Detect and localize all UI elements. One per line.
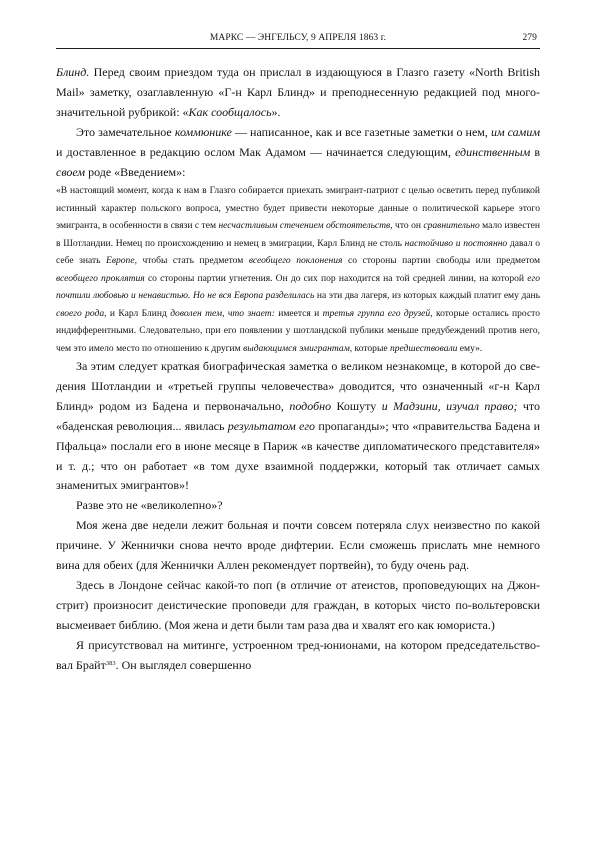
text-run: в xyxy=(530,144,541,159)
text-run: со стороны партии угнетения. Он до сих пор находится на той средней линии, на которой xyxy=(144,272,528,284)
italic-run: коммюнике xyxy=(174,124,232,139)
text-run: . Он выглядел совершенно xyxy=(115,657,252,672)
running-head: МАРКС — ЭНГЕЛЬСУ, 9 АПРЕЛЯ 1863 г. xyxy=(209,33,387,43)
body-text xyxy=(56,63,540,675)
italic-run: подобно xyxy=(289,398,332,413)
italic-run: Европе, xyxy=(106,255,137,267)
paragraph-2 xyxy=(56,123,540,183)
italic-run: несчастливым стечением обстоятельств, xyxy=(218,220,393,232)
text-run: Я присутствовал на митинге, устроенном тред-юнионами, на котором председательствовал Брайт xyxy=(56,637,540,672)
text-run: со стороны партии свободы или предметом xyxy=(342,255,541,267)
paragraph-7 xyxy=(56,636,540,676)
text-run: ему». xyxy=(457,342,483,354)
italic-run: настойчиво и постоянно xyxy=(404,237,508,249)
italic-run: результатом его xyxy=(227,418,316,433)
italic-run: предшествовали xyxy=(390,342,458,354)
text-run: которые xyxy=(352,342,390,354)
page-header xyxy=(56,33,540,49)
text-run: Перед своим приездом туда он прислал в издающуюся в Глазго газету «North British Mail» заметку, озаглавленную «Г-н Карл Блинд» и преподнесенную редакцией под многозначительной рубрикой: « xyxy=(56,65,540,119)
text-run: имеется и xyxy=(274,307,323,319)
paragraph-5: Моя жена две недели лежит больная и почти совсем потеряла слух неизвестно по какой причине. У Женнички снова нечто вроде дифтерии. Если сможешь прислать мне немного вина для обеих (для Женнички Аллен рекомендует портвейн), то буду очень рад. xyxy=(56,518,540,573)
text-run: что он xyxy=(392,220,424,232)
italic-run: им самим xyxy=(490,124,540,139)
italic-run: выдающимся эмигрантам, xyxy=(243,342,353,354)
text-run: давал о себе знать xyxy=(56,237,540,267)
text-run: и Карл Блинд xyxy=(106,307,171,319)
italic-run: своего рода, xyxy=(56,307,107,319)
italic-run: его почтили любовью и ненавистью. Но не вся Европа разделилась xyxy=(56,272,540,302)
italic-run: третья группа его друзей, xyxy=(322,307,433,319)
block-quote xyxy=(56,182,540,357)
footnote-ref[interactable]: 383 xyxy=(105,659,116,667)
italic-run: единственным xyxy=(455,144,531,159)
italic-run: всеобщего проклятия xyxy=(56,272,145,284)
page-number: 279 xyxy=(522,33,537,43)
italic-run: своем xyxy=(56,164,86,179)
italic-run: сравнительно xyxy=(423,220,480,232)
italic-run: доволен тем, что знает: xyxy=(170,307,275,319)
text-run: и доставленное в редакцию ослом Мак Адамом — начинается следующим, xyxy=(56,144,456,159)
text-run: на эти два лагеря, из которых каждый платит ему дань xyxy=(314,290,541,302)
text-run: ». xyxy=(271,104,281,119)
text-run: Это замечательное xyxy=(76,124,175,139)
text-run: — написанное, как и все газетные заметки о нем, xyxy=(231,124,491,139)
paragraph-3 xyxy=(56,357,540,496)
text-run: «В настоящий момент, когда к нам в Глазго собирается приехать эмигрант-патриот с целью осветить перед публикой истинный характер польского вопроса, уместно будет привести некоторые данные о политической карьере этого эмигранта, в особенности в связи с тем xyxy=(56,185,540,232)
paragraph-4: Разве это не «великолепно»? xyxy=(76,498,223,513)
italic-run: всеобщего поклонения xyxy=(248,255,343,267)
paragraph-6: Здесь в Лондоне сейчас какой-то поп (в отличие от атеистов, проповедующих на Джонстрит) произносит деистические проповеди для граждан, в которых чисто по-вольтеровски высмеивает библию. (Моя жена и дети были там раза два и хвалят его как юмориста.) xyxy=(56,577,540,632)
text-run: чтобы стать предметом xyxy=(136,255,249,267)
italic-rubric: Как сообщалось xyxy=(188,104,272,119)
text-run: Кошуту xyxy=(331,398,382,413)
italic-run: и Мадзини, изучал право; xyxy=(381,398,518,413)
paragraph-1 xyxy=(56,63,540,123)
italic-name: Блинд. xyxy=(56,65,90,79)
text-run: пропаганды»; что «правительства Бадена и Пфальца» послали его в июне месяце в Париж «в качестве дипломатического представителя» и т. д.; что он работает «в том духе взаимной поддержки, который так отличает самых знаменитых эмигрантов»! xyxy=(56,418,540,493)
text-run: За этим следует краткая биографическая заметка о великом незнакомце, в которой до сведения Шотландии и «третьей группы человечества» доводится, что означенный «г-н Карл Блинд» родом из Бадена и первоначально, xyxy=(56,358,540,413)
text-run: мало известен в Шотландии. Немец по происхождению и немец в эмиграции, Карл Блинд не столь xyxy=(56,220,541,249)
text-run: роде «Введением»: xyxy=(85,164,186,179)
text-run: которые остались просто индифферентными. Следовательно, при его появлении у шотландской публики меньше предубеждений против него, чем это имело место по отношению к другим xyxy=(56,307,540,354)
text-run: что «баденская революция... явилась xyxy=(56,398,541,433)
